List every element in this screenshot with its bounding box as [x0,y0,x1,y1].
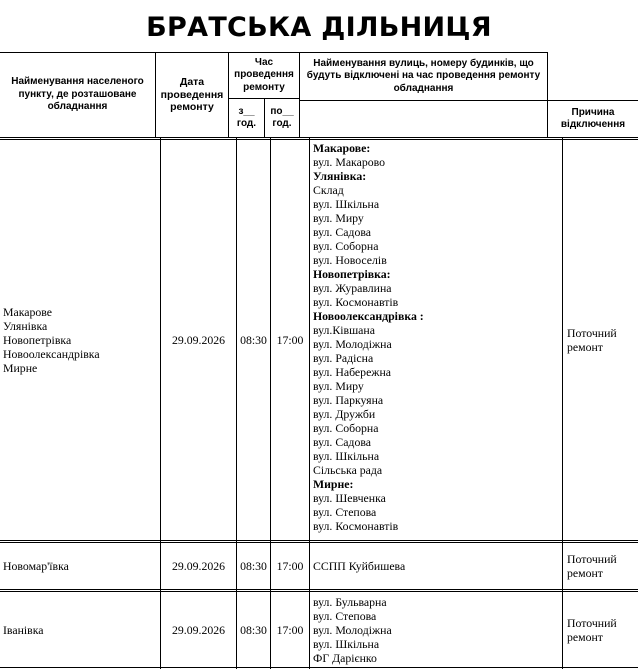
street-item: вул. Молодіжна [313,337,392,351]
row-3-from: 08:30 [240,622,267,637]
row-3-streets [313,595,392,665]
row-3-reason: Поточний ремонт [567,615,617,644]
row-1-streets [313,141,424,533]
street-item: вул. Шевченка [313,491,386,505]
street-item: вул. Шкільна [313,637,380,651]
street-item: вул. Дружби [313,407,376,421]
street-item: вул. Космонавтів [313,519,399,533]
street-item: вул. Макарово [313,155,386,169]
row-2-date: 29.09.2026 [171,559,226,573]
row-2-reason: Поточний ремонт [567,552,617,580]
street-item: вул. Шкільна [313,449,380,463]
header-settlement: Найменування населеного пункту, де розташоване обладнання [11,76,144,113]
street-item: вул. Новоселів [313,253,387,267]
street-item: вул. Космонавтів [313,295,399,309]
street-item: вул. Радісна [313,351,374,365]
street-item: вул.Ківшана [313,323,375,337]
header-streets: Найменування вулиць, номеру будинків, що будуть відключені на час проведення ремонту обладнання [306,57,541,94]
street-item: вул. Садова [313,225,371,239]
street-group-label: Мирне: [313,477,354,491]
row-1-reason: Поточний ремонт [567,326,617,354]
row-2-streets [313,543,561,589]
settlement-name: Новомар'ївка [3,559,69,573]
settlement-name: Новоолександрівка [3,347,100,361]
row-1-from: 08:30 [240,333,267,347]
street-item: вул. Степова [313,505,377,519]
row-3-date: 29.09.2026 [171,622,226,637]
row-1-to: 17:00 [276,333,304,347]
street-item: вул. Шкільна [313,197,380,211]
street-item: вул. Садова [313,435,371,449]
page-title: БРАТСЬКА ДІЛЬНИЦЯ [146,12,492,43]
street-item: вул. Журавлина [313,281,392,295]
street-item: вул. Соборна [313,421,379,435]
header-time-from: з__ год. [236,105,257,129]
street-item: вул. Набережна [313,365,392,379]
street-item: вул. Степова [313,609,377,623]
header-time: Час проведення ремонту [234,56,294,93]
settlement-name: Макарове [3,305,53,319]
street-item: Склад [313,183,344,197]
settlement-name: Улянівка [3,319,48,333]
street-group-label: Улянівка: [313,169,367,183]
street-item: Сільська рада [313,463,383,477]
row-2-to: 17:00 [276,559,304,573]
street-item: ССПП Куйбишева [313,559,406,573]
row-1-settlement [3,140,159,540]
street-item: вул. Миру [313,211,364,225]
settlement-name: Мирне [3,361,38,375]
row-2-from: 08:30 [240,559,267,573]
street-item: вул. Миру [313,379,364,393]
row-2-settlement [3,543,159,589]
street-group-label: Новопетрівка: [313,267,391,281]
street-group-label: Макарове: [313,141,371,155]
settlement-name: Новопетрівка [3,333,72,347]
street-item: вул. Молодіжна [313,623,392,637]
street-item: вул. Бульварна [313,595,387,609]
header-reason: Причина відключення [560,106,626,130]
row-3-settlement [3,592,159,667]
row-3-to: 17:00 [276,622,304,637]
row-1-date: 29.09.2026 [171,333,226,347]
header-date: Дата проведення ремонту [160,76,224,114]
settlement-name: Іванівка [3,622,44,637]
street-group-label: Новоолександрівка : [313,309,424,323]
street-item: вул. Соборна [313,239,379,253]
header-time-to: по__ год. [270,105,294,129]
street-item: вул. Паркуяна [313,393,384,407]
street-item: ФГ Дарієнко [313,651,377,665]
